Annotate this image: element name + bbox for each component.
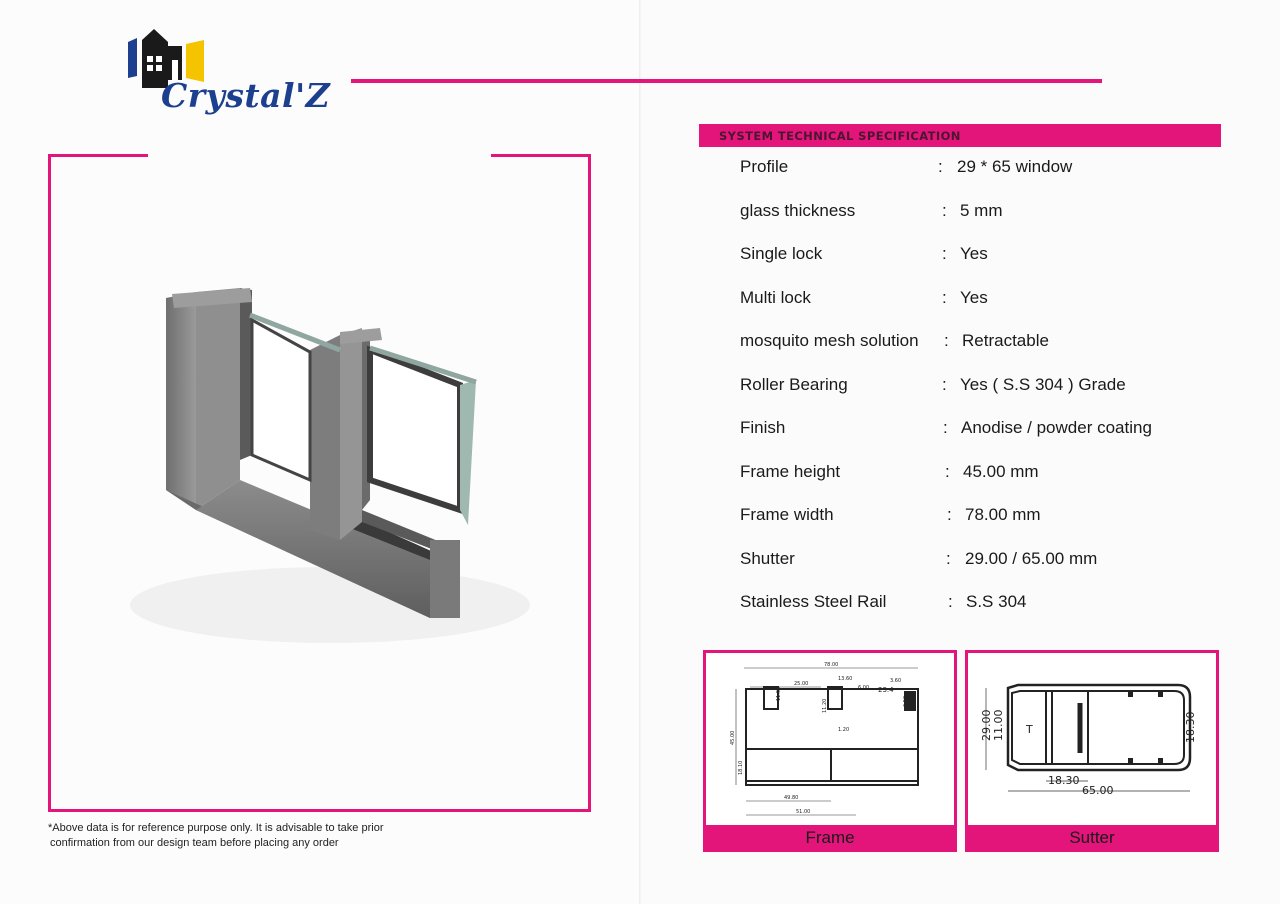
- window-profile-render: [100, 210, 550, 670]
- frame-caption-bar: [706, 825, 954, 849]
- spec-value: 29 * 65 window: [957, 157, 1073, 176]
- spec-value: 29.00 / 65.00 mm: [965, 549, 1098, 568]
- spec-title: SYSTEM TECHNICAL SPECIFICATION: [719, 129, 961, 143]
- spec-sep: :: [946, 549, 951, 568]
- spec-sep: :: [947, 505, 952, 524]
- dim-d11: 49.80: [784, 795, 799, 801]
- spec-sep: :: [943, 418, 948, 437]
- page-fold: [639, 0, 641, 904]
- spec-value: 45.00 mm: [963, 462, 1039, 481]
- dim-h2: 11.00: [992, 709, 1005, 741]
- spec-label: Single lock: [740, 244, 823, 263]
- spec-label: mosquito mesh solution: [740, 331, 919, 350]
- spec-sep: :: [944, 331, 949, 350]
- dim-d4: 3.60: [890, 678, 902, 684]
- frame-section-drawing: [706, 653, 954, 823]
- spec-sep: :: [942, 375, 947, 394]
- dim-d7: 11.20: [822, 698, 828, 713]
- dim-d3: 6.00: [858, 685, 870, 691]
- spec-sep: :: [942, 201, 947, 220]
- dim-height: 45.00: [730, 730, 736, 745]
- dim-d8: 6.50: [903, 695, 909, 707]
- sutter-caption-bar: [968, 825, 1216, 849]
- spec-label: Profile: [740, 157, 789, 176]
- disclaimer-line-2: confirmation from our design team before placing any order: [50, 837, 339, 849]
- disclaimer-line-1: *Above data is for reference purpose only. It is advisable to take prior: [48, 822, 384, 834]
- spec-value: 78.00 mm: [965, 505, 1041, 524]
- dim-d12: 51.00: [796, 809, 811, 815]
- spec-label: Finish: [740, 418, 786, 437]
- dim-h1: 29.00: [980, 709, 993, 741]
- spec-label: glass thickness: [740, 201, 856, 220]
- dim-h3: 18.30: [1184, 711, 1197, 743]
- spec-label: Shutter: [740, 549, 795, 568]
- spec-value: S.S 304: [966, 592, 1027, 611]
- frame-drawing-panel: [703, 650, 957, 852]
- dim-w2: 65.00: [1082, 784, 1114, 797]
- spec-value: Retractable: [962, 331, 1049, 350]
- dim-d6: 11.50: [776, 686, 782, 701]
- spec-header-bar: [699, 124, 1221, 147]
- spec-sep: :: [945, 462, 950, 481]
- sutter-section-drawing: [968, 653, 1216, 823]
- spec-label: Stainless Steel Rail: [740, 592, 887, 611]
- sutter-caption: Sutter: [1069, 828, 1115, 847]
- spec-value: Yes ( S.S 304 ) Grade: [960, 375, 1126, 394]
- spec-label: Frame width: [740, 505, 834, 524]
- dim-overall-width: 78.00: [824, 662, 839, 668]
- brand-wordmark: Crystal'Z: [161, 76, 331, 115]
- spec-value: Yes: [960, 244, 988, 263]
- dim-t: T: [1026, 723, 1033, 736]
- header-rule: [351, 79, 1102, 83]
- spec-label: Roller Bearing: [740, 375, 848, 394]
- dim-d5: 23.4: [878, 686, 894, 694]
- spec-sep: :: [942, 288, 947, 307]
- dim-d9: 1.20: [838, 727, 850, 733]
- spec-sep: :: [942, 244, 947, 263]
- spec-value: Yes: [960, 288, 988, 307]
- frame-caption: Frame: [805, 828, 855, 847]
- dim-d1: 25.00: [794, 681, 809, 687]
- spec-value: Anodise / powder coating: [961, 418, 1152, 437]
- spec-sep: :: [938, 157, 943, 176]
- dim-w1: 18.30: [1048, 774, 1080, 787]
- spec-label: Multi lock: [740, 288, 811, 307]
- sutter-drawing-panel: [965, 650, 1219, 852]
- spec-label: Frame height: [740, 462, 841, 481]
- spec-sep: :: [948, 592, 953, 611]
- spec-value: 5 mm: [960, 201, 1003, 220]
- dim-d2: 13.60: [838, 676, 853, 682]
- dim-d10: 18.10: [738, 760, 744, 775]
- disclaimer-note: [48, 821, 468, 851]
